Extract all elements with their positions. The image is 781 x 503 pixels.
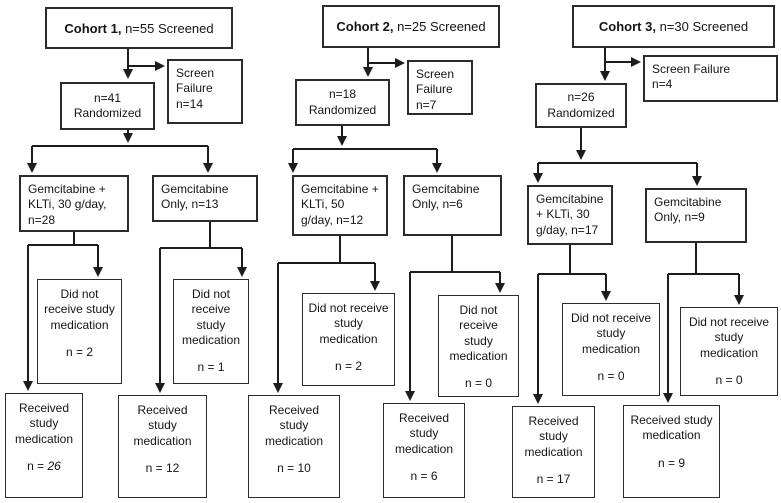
cohort1-arm2-treatment-box xyxy=(152,175,258,222)
cohort1-randomized-box xyxy=(60,82,155,130)
cohort3-screen-failure-box xyxy=(643,55,778,102)
cohort1-arm1-received-box xyxy=(5,393,83,498)
did-not-receive-count: n = 0 xyxy=(597,369,625,384)
screen-failure-count: n=7 xyxy=(416,97,437,112)
cohort3-randomized-box xyxy=(535,83,627,128)
received-count: n = 9 xyxy=(657,455,686,470)
cohort3-arm2-did-not-receive-box xyxy=(680,307,778,396)
cohort2-arm1-received-box xyxy=(248,395,340,498)
screen-failure-label: Screen Failure xyxy=(176,66,215,96)
received-count: n = 12 xyxy=(145,461,180,476)
cohort2-screened-box xyxy=(322,5,500,48)
did-not-receive-label: Did not receive study medication xyxy=(308,301,389,346)
cohort1-screen-failure-box xyxy=(167,59,243,124)
cohort1-title: Cohort 1, xyxy=(64,21,122,36)
cohort2-arm2-treatment-box xyxy=(403,175,502,236)
received-count: n = 6 xyxy=(410,469,438,484)
received-label: Received study medication xyxy=(630,413,713,443)
received-count: n = 17 xyxy=(536,472,571,487)
cohort3-screened-count: n=30 Screened xyxy=(655,19,749,34)
did-not-receive-count: n = 0 xyxy=(464,376,493,391)
did-not-receive-count: n = 2 xyxy=(334,359,363,374)
cohort3-arm1-received-box xyxy=(512,406,595,498)
cohort1-arm2-received-box xyxy=(118,395,207,498)
cohort3-arm2-treatment-box xyxy=(645,188,747,243)
screen-failure-label: Screen Failure xyxy=(652,62,731,76)
cohort2-title: Cohort 2, xyxy=(336,19,394,34)
cohort1-screened-count: n=55 Screened xyxy=(121,21,214,36)
did-not-receive-label: Did not receive study medication xyxy=(688,315,770,360)
treatment-label: Gemcitabine + KLTi, 30 g/day, n=28 xyxy=(28,182,107,227)
cohort3-screened-box xyxy=(572,5,775,48)
did-not-receive-count: n = 2 xyxy=(65,345,94,360)
treatment-label: Gemcitabine + KLTi, 30 g/day, n=17 xyxy=(536,192,604,237)
received-count: n = 26 xyxy=(27,459,61,474)
received-label: Received study medication xyxy=(14,401,74,446)
cohort3-title: Cohort 3, xyxy=(598,19,656,34)
screen-failure-count: n=4 xyxy=(652,77,673,92)
treatment-label: Gemcitabine Only, n=13 xyxy=(161,182,229,212)
treatment-label: Gemcitabine Only, n=6 xyxy=(412,182,480,212)
cohort2-arm1-treatment-box xyxy=(292,175,388,236)
randomized-label: n=26 Randomized xyxy=(547,90,615,120)
did-not-receive-label: Did not receive study medication xyxy=(44,287,115,332)
cohort2-screened-count: n=25 Screened xyxy=(393,19,486,34)
did-not-receive-count: n = 0 xyxy=(715,373,743,388)
cohort1-screened-box xyxy=(45,7,233,49)
did-not-receive-label: Did not receive study medication xyxy=(181,287,241,348)
received-label: Received study medication xyxy=(524,414,583,459)
cohort3-arm1-did-not-receive-box xyxy=(562,303,660,396)
treatment-label: Gemcitabine Only, n=9 xyxy=(654,195,722,225)
cohort2-arm2-did-not-receive-box xyxy=(438,295,519,397)
cohort1-arm1-treatment-box xyxy=(19,175,129,232)
cohort2-screen-failure-box xyxy=(407,60,473,115)
screen-failure-label: Screen Failure xyxy=(416,67,455,97)
cohort3-arm1-treatment-box xyxy=(527,185,613,245)
cohort2-arm2-received-box xyxy=(383,403,465,498)
did-not-receive-label: Did not receive study medication xyxy=(570,311,652,356)
cohort2-randomized-box xyxy=(295,79,390,126)
cohort2-arm1-did-not-receive-box xyxy=(302,293,395,386)
received-label: Received study medication xyxy=(264,403,324,448)
randomized-label: n=18 Randomized xyxy=(308,87,377,117)
treatment-label: Gemcitabine + KLTi, 50 g/day, n=12 xyxy=(301,182,379,227)
cohort1-arm2-did-not-receive-box xyxy=(173,279,249,384)
cohort3-arm2-received-box xyxy=(623,405,720,498)
randomized-label: n=41 Randomized xyxy=(73,90,142,120)
cohort1-arm1-did-not-receive-box xyxy=(37,279,122,384)
received-label: Received study medication xyxy=(133,403,192,448)
did-not-receive-label: Did not receive study medication xyxy=(449,303,508,364)
screen-failure-count: n=14 xyxy=(176,96,204,111)
received-label: Received study medication xyxy=(394,411,454,456)
received-count: n = 10 xyxy=(277,461,311,476)
did-not-receive-count: n = 1 xyxy=(197,360,225,375)
